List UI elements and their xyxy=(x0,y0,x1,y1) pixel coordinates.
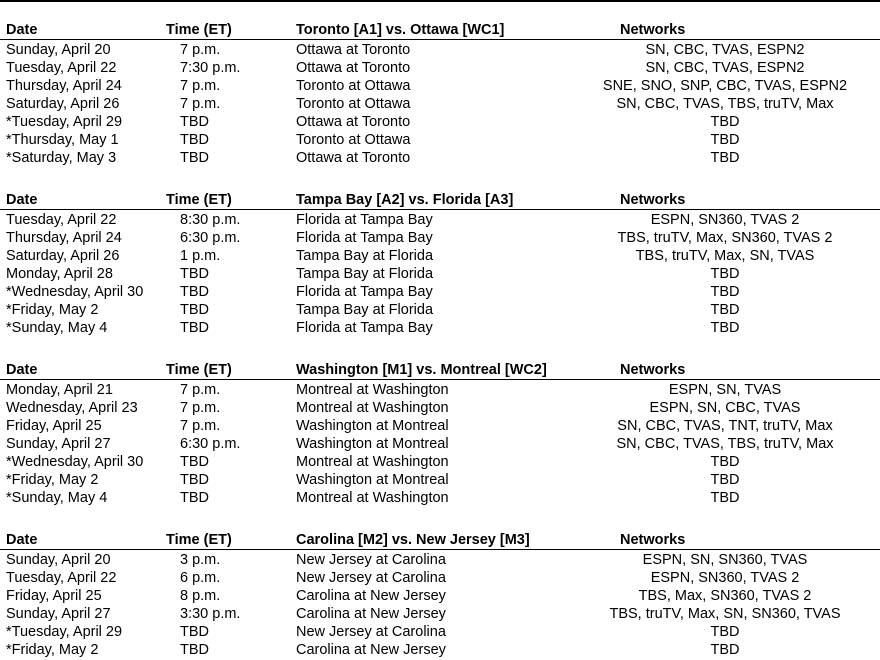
networks-cell xyxy=(580,417,870,435)
game-time: TBD xyxy=(180,114,209,130)
networks-column-header: Networks xyxy=(620,192,686,208)
game-date: Sunday, April 27 xyxy=(6,436,111,452)
game-date: *Friday, May 2 xyxy=(6,472,99,488)
game-networks: TBD xyxy=(710,624,740,640)
game-date: Friday, April 25 xyxy=(6,588,102,604)
game-row xyxy=(0,587,880,605)
game-matchup: Montreal at Washington xyxy=(296,490,449,506)
networks-cell xyxy=(580,247,870,265)
games-list xyxy=(0,381,880,507)
game-row xyxy=(0,131,880,149)
game-time: TBD xyxy=(180,132,209,148)
game-networks: TBD xyxy=(710,642,740,658)
game-matchup: Washington at Montreal xyxy=(296,436,449,452)
game-matchup: Carolina at New Jersey xyxy=(296,606,446,622)
game-matchup: Tampa Bay at Florida xyxy=(296,248,434,264)
game-matchup: New Jersey at Carolina xyxy=(296,570,446,586)
game-row xyxy=(0,641,880,659)
game-date: Friday, April 25 xyxy=(6,418,102,434)
networks-cell xyxy=(580,149,870,167)
series-header xyxy=(0,20,880,40)
game-row xyxy=(0,59,880,77)
networks-cell xyxy=(580,95,870,113)
game-row xyxy=(0,551,880,569)
networks-cell xyxy=(580,489,870,507)
game-row xyxy=(0,95,880,113)
game-networks: TBD xyxy=(710,454,740,470)
game-row xyxy=(0,247,880,265)
game-networks: TBS, truTV, Max, SN, TVAS xyxy=(635,248,815,264)
game-matchup: Toronto at Ottawa xyxy=(296,132,411,148)
game-time: TBD xyxy=(180,624,209,640)
game-time: 1 p.m. xyxy=(180,248,221,264)
game-networks: TBS, truTV, Max, SN, SN360, TVAS xyxy=(609,606,841,622)
game-matchup: Ottawa at Toronto xyxy=(296,114,411,130)
date-column-header: Date xyxy=(6,362,38,378)
game-row xyxy=(0,417,880,435)
game-date: Tuesday, April 22 xyxy=(6,60,117,76)
networks-cell xyxy=(580,113,870,131)
game-matchup: Carolina at New Jersey xyxy=(296,642,446,658)
game-date: *Sunday, May 4 xyxy=(6,320,108,336)
game-networks: ESPN, SN, SN360, TVAS xyxy=(642,552,808,568)
game-matchup: Washington at Montreal xyxy=(296,418,449,434)
game-row xyxy=(0,41,880,59)
game-date: Sunday, April 20 xyxy=(6,42,111,58)
game-time: TBD xyxy=(180,490,209,506)
game-date: *Thursday, May 1 xyxy=(6,132,119,148)
top-rule xyxy=(0,0,880,2)
game-date: *Friday, May 2 xyxy=(6,642,99,658)
date-column-header: Date xyxy=(6,22,38,38)
game-row xyxy=(0,211,880,229)
time-column-header: Time (ET) xyxy=(166,532,232,548)
game-matchup: Tampa Bay at Florida xyxy=(296,302,434,318)
game-time: 8:30 p.m. xyxy=(180,212,241,228)
game-date: *Saturday, May 3 xyxy=(6,150,117,166)
game-time: 7 p.m. xyxy=(180,78,221,94)
game-date: Sunday, April 20 xyxy=(6,552,111,568)
game-matchup: Florida at Tampa Bay xyxy=(296,284,433,300)
game-networks: SN, CBC, TVAS, TNT, truTV, Max xyxy=(617,418,833,434)
game-networks: ESPN, SN360, TVAS 2 xyxy=(650,212,800,228)
game-networks: SN, CBC, TVAS, TBS, truTV, Max xyxy=(616,436,834,452)
game-date: Saturday, April 26 xyxy=(6,248,120,264)
header-rule xyxy=(0,39,880,40)
game-date: *Friday, May 2 xyxy=(6,302,99,318)
game-date: *Wednesday, April 30 xyxy=(6,284,144,300)
game-row xyxy=(0,453,880,471)
networks-column-header: Networks xyxy=(620,22,686,38)
series-title: Toronto [A1] vs. Ottawa [WC1] xyxy=(296,22,505,38)
game-networks: TBD xyxy=(710,302,740,318)
networks-cell xyxy=(580,623,870,641)
game-networks: TBS, truTV, Max, SN360, TVAS 2 xyxy=(617,230,833,246)
game-networks: TBD xyxy=(710,266,740,282)
game-row xyxy=(0,489,880,507)
game-networks: TBS, Max, SN360, TVAS 2 xyxy=(638,588,812,604)
game-time: 6:30 p.m. xyxy=(180,230,241,246)
game-matchup: Florida at Tampa Bay xyxy=(296,320,433,336)
game-matchup: Montreal at Washington xyxy=(296,454,449,470)
game-date: Thursday, April 24 xyxy=(6,78,122,94)
game-time: TBD xyxy=(180,320,209,336)
game-date: Saturday, April 26 xyxy=(6,96,120,112)
game-time: TBD xyxy=(180,284,209,300)
game-matchup: New Jersey at Carolina xyxy=(296,552,446,568)
game-date: *Tuesday, April 29 xyxy=(6,114,123,130)
game-matchup: Montreal at Washington xyxy=(296,400,449,416)
series-title: Washington [M1] vs. Montreal [WC2] xyxy=(296,362,547,378)
game-matchup: Florida at Tampa Bay xyxy=(296,212,433,228)
networks-column-header: Networks xyxy=(620,532,686,548)
networks-cell xyxy=(580,59,870,77)
networks-cell xyxy=(580,453,870,471)
game-matchup: Ottawa at Toronto xyxy=(296,60,411,76)
networks-cell xyxy=(580,229,870,247)
game-row xyxy=(0,283,880,301)
game-time: 7 p.m. xyxy=(180,382,221,398)
date-column-header: Date xyxy=(6,192,38,208)
networks-cell xyxy=(580,551,870,569)
series-header xyxy=(0,190,880,210)
header-rule xyxy=(0,379,880,380)
game-date: Tuesday, April 22 xyxy=(6,570,117,586)
networks-cell xyxy=(580,641,870,659)
game-date: Tuesday, April 22 xyxy=(6,212,117,228)
games-list xyxy=(0,211,880,337)
game-time: 3 p.m. xyxy=(180,552,221,568)
networks-cell xyxy=(580,41,870,59)
game-row xyxy=(0,471,880,489)
game-matchup: Tampa Bay at Florida xyxy=(296,266,434,282)
game-time: 6:30 p.m. xyxy=(180,436,241,452)
series-header xyxy=(0,530,880,550)
game-time: 7 p.m. xyxy=(180,418,221,434)
game-row xyxy=(0,399,880,417)
networks-cell xyxy=(580,211,870,229)
game-matchup: Washington at Montreal xyxy=(296,472,449,488)
game-time: 7 p.m. xyxy=(180,42,221,58)
game-networks: TBD xyxy=(710,472,740,488)
time-column-header: Time (ET) xyxy=(166,362,232,378)
game-time: TBD xyxy=(180,302,209,318)
game-row xyxy=(0,319,880,337)
game-time: 8 p.m. xyxy=(180,588,221,604)
game-date: Monday, April 28 xyxy=(6,266,113,282)
game-row xyxy=(0,265,880,283)
date-column-header: Date xyxy=(6,532,38,548)
game-matchup: Florida at Tampa Bay xyxy=(296,230,433,246)
game-networks: ESPN, SN, CBC, TVAS xyxy=(649,400,801,416)
networks-cell xyxy=(580,319,870,337)
series-title: Tampa Bay [A2] vs. Florida [A3] xyxy=(296,192,514,208)
networks-cell xyxy=(580,301,870,319)
series-title: Carolina [M2] vs. New Jersey [M3] xyxy=(296,532,530,548)
game-networks: SN, CBC, TVAS, TBS, truTV, Max xyxy=(616,96,834,112)
game-networks: SNE, SNO, SNP, CBC, TVAS, ESPN2 xyxy=(602,78,848,94)
header-rule xyxy=(0,209,880,210)
game-matchup: New Jersey at Carolina xyxy=(296,624,446,640)
networks-cell xyxy=(580,77,870,95)
game-time: TBD xyxy=(180,472,209,488)
game-row xyxy=(0,605,880,623)
networks-cell xyxy=(580,587,870,605)
games-list xyxy=(0,41,880,167)
game-row xyxy=(0,623,880,641)
game-networks: ESPN, SN360, TVAS 2 xyxy=(650,570,800,586)
time-column-header: Time (ET) xyxy=(166,192,232,208)
game-networks: TBD xyxy=(710,320,740,336)
game-row xyxy=(0,113,880,131)
game-networks: TBD xyxy=(710,490,740,506)
series-header xyxy=(0,360,880,380)
networks-cell xyxy=(580,381,870,399)
game-time: TBD xyxy=(180,266,209,282)
game-row xyxy=(0,435,880,453)
game-time: 7 p.m. xyxy=(180,96,221,112)
game-matchup: Toronto at Ottawa xyxy=(296,78,411,94)
time-column-header: Time (ET) xyxy=(166,22,232,38)
game-row xyxy=(0,569,880,587)
game-date: Thursday, April 24 xyxy=(6,230,122,246)
game-date: *Wednesday, April 30 xyxy=(6,454,144,470)
networks-cell xyxy=(580,131,870,149)
game-date: Sunday, April 27 xyxy=(6,606,111,622)
game-networks: TBD xyxy=(710,114,740,130)
networks-cell xyxy=(580,399,870,417)
game-row xyxy=(0,381,880,399)
game-row xyxy=(0,77,880,95)
game-networks: TBD xyxy=(710,132,740,148)
networks-cell xyxy=(580,265,870,283)
game-date: Monday, April 21 xyxy=(6,382,113,398)
game-time: TBD xyxy=(180,150,209,166)
game-matchup: Ottawa at Toronto xyxy=(296,150,411,166)
game-networks: SN, CBC, TVAS, ESPN2 xyxy=(645,42,805,58)
game-networks: SN, CBC, TVAS, ESPN2 xyxy=(645,60,805,76)
game-time: 7 p.m. xyxy=(180,400,221,416)
game-networks: ESPN, SN, TVAS xyxy=(668,382,782,398)
game-time: 3:30 p.m. xyxy=(180,606,241,622)
game-time: TBD xyxy=(180,642,209,658)
game-matchup: Montreal at Washington xyxy=(296,382,449,398)
game-networks: TBD xyxy=(710,284,740,300)
game-row xyxy=(0,229,880,247)
game-date: *Tuesday, April 29 xyxy=(6,624,123,640)
networks-cell xyxy=(580,605,870,623)
game-row xyxy=(0,149,880,167)
game-matchup: Carolina at New Jersey xyxy=(296,588,446,604)
networks-cell xyxy=(580,569,870,587)
game-row xyxy=(0,301,880,319)
game-time: 6 p.m. xyxy=(180,570,221,586)
game-time: TBD xyxy=(180,454,209,470)
game-time: 7:30 p.m. xyxy=(180,60,241,76)
header-rule xyxy=(0,549,880,550)
game-date: Wednesday, April 23 xyxy=(6,400,138,416)
game-matchup: Toronto at Ottawa xyxy=(296,96,411,112)
game-matchup: Ottawa at Toronto xyxy=(296,42,411,58)
networks-cell xyxy=(580,435,870,453)
networks-cell xyxy=(580,471,870,489)
networks-column-header: Networks xyxy=(620,362,686,378)
game-networks: TBD xyxy=(710,150,740,166)
networks-cell xyxy=(580,283,870,301)
game-date: *Sunday, May 4 xyxy=(6,490,108,506)
games-list xyxy=(0,551,880,659)
